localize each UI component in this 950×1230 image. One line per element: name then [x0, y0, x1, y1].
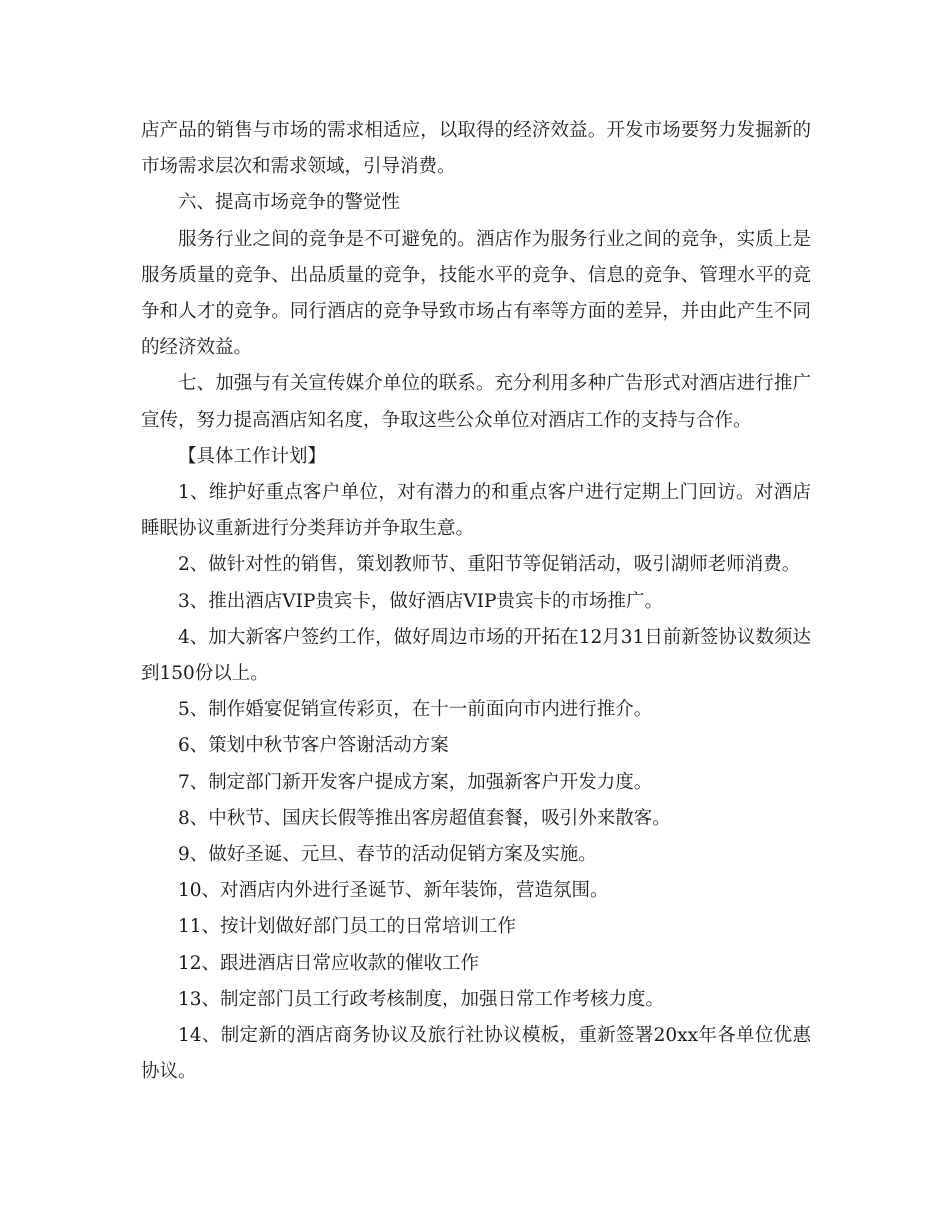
plan-item-7: 7、制定部门新开发客户提成方案，加强新客户开发力度。 — [178, 771, 653, 793]
plan-item-13: 13、制定部门员工行政考核制度，加强日常工作考核力度。 — [178, 988, 665, 1010]
section-heading-six: 六、提高市场竞争的警觉性 — [178, 192, 401, 214]
plan-item-9: 9、做好圣诞、元旦、春节的活动促销方案及实施。 — [178, 844, 597, 866]
document-body — [141, 113, 811, 1090]
plan-item-11: 11、按计划做好部门员工的日常培训工作 — [178, 916, 517, 938]
plan-item-8: 8、中秋节、国庆长假等推出客房超值套餐，吸引外来散客。 — [178, 807, 671, 829]
plan-item-5: 5、制作婚宴促销宣传彩页，在十一前面向市内进行推介。 — [178, 699, 653, 721]
plan-item-6: 6、策划中秋节客户答谢活动方案 — [178, 735, 449, 757]
plan-heading: 【具体工作计划】 — [178, 445, 327, 467]
plan-item-2: 2、做针对性的销售，策划教师节、重阳节等促销活动，吸引湖师老师消费。 — [178, 554, 801, 576]
plan-item-10: 10、对酒店内外进行圣诞节、新年装饰，营造氛围。 — [178, 880, 609, 902]
plan-item-1: 1、维护好重点客户单位，对有潜力的和重点客户进行定期上门回访。对酒店睡眠协议重新进行分类拜访并争取生意。 — [141, 482, 811, 540]
plan-item-4: 4、加大新客户签约工作，做好周边市场的开拓在12月31日前新签协议数须达到150份以上。 — [141, 626, 811, 685]
paragraph-competition: 服务行业之间的竞争是不可避免的。酒店作为服务行业之间的竞争，实质上是服务质量的竞争、出品质量的竞争，技能水平的竞争、信息的竞争、管理水平的竞争和人才的竞争。同行酒店的竞争导致市场占有率等方面的差异，并由此产生不同的经济效益。 — [141, 228, 811, 359]
plan-item-12: 12、跟进酒店日常应收款的催收工作 — [178, 952, 480, 974]
plan-item-3: 3、推出酒店VIP贵宾卡，做好酒店VIP贵宾卡的市场推广。 — [178, 590, 664, 612]
section-heading-seven: 七、加强与有关宣传媒介单位的联系。充分利用多种广告形式对酒店进行推广宣传，努力提高酒店知名度，争取这些公众单位对酒店工作的支持与合作。 — [141, 373, 811, 431]
plan-item-14: 14、制定新的酒店商务协议及旅行社协议模板，重新签署20xx年各单位优惠协议。 — [141, 1025, 811, 1083]
paragraph-continuation: 店产品的销售与市场的需求相适应，以取得的经济效益。开发市场要努力发掘新的市场需求层次和需求领域，引导消费。 — [141, 120, 811, 178]
